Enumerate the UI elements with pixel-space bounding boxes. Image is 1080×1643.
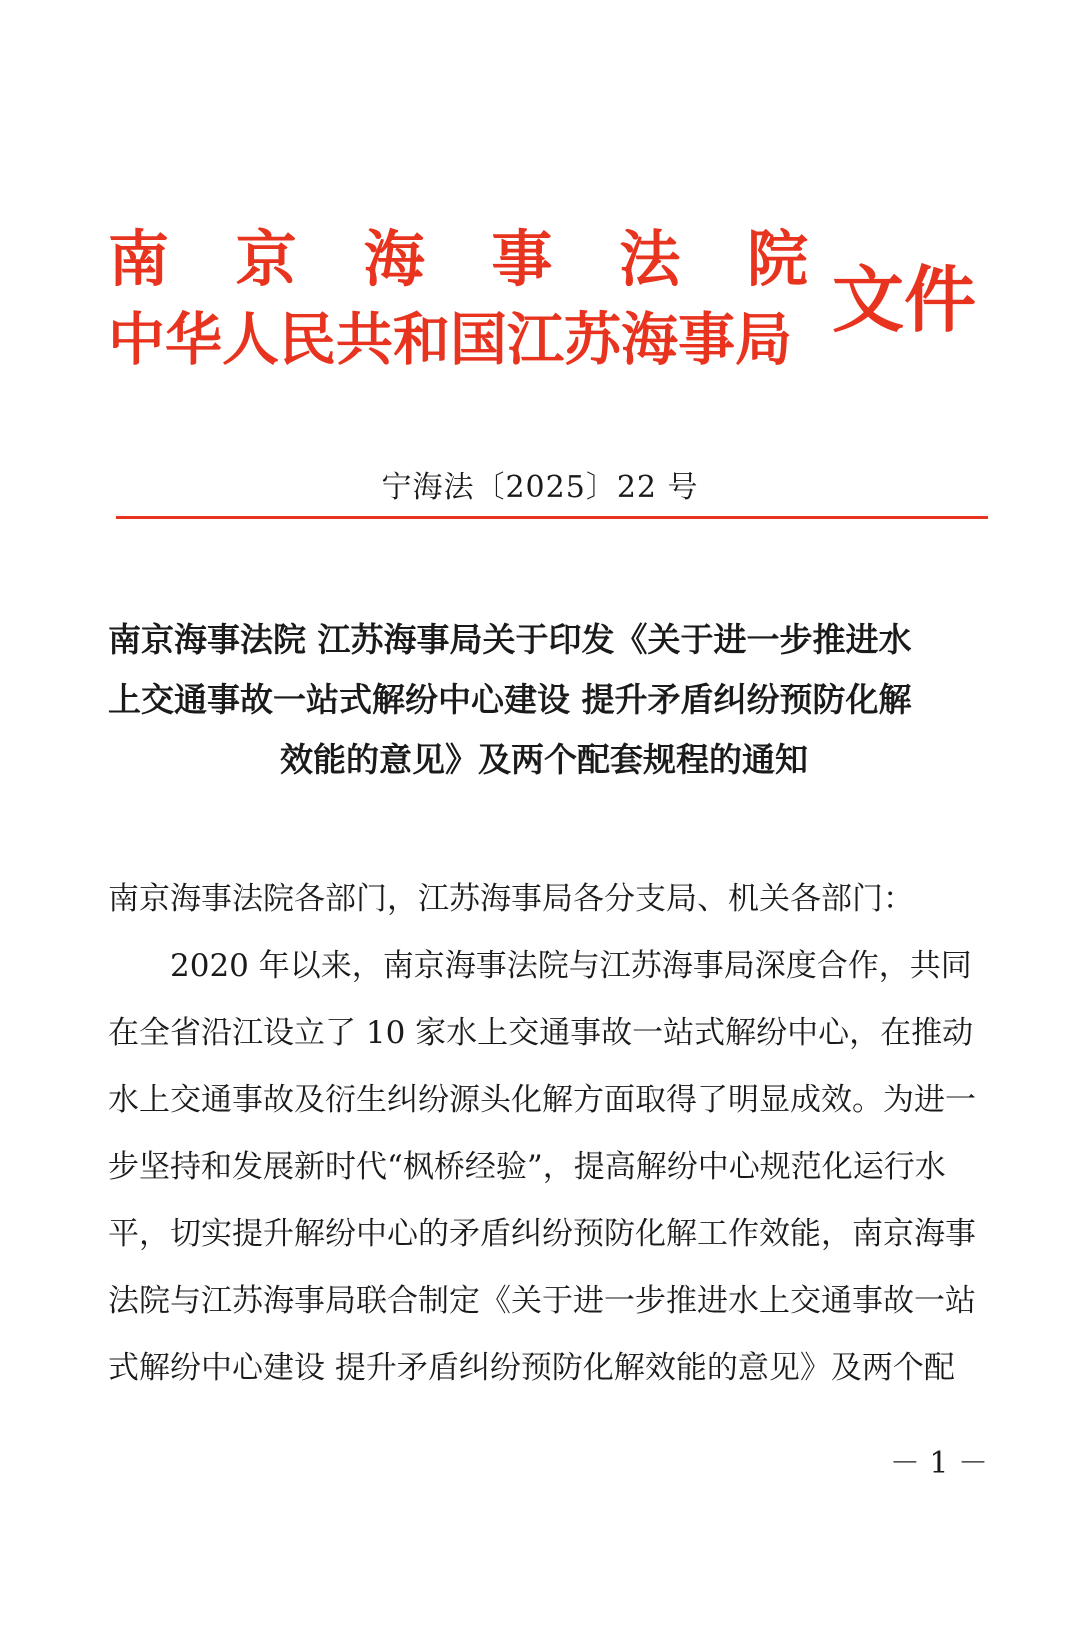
document-number: 宁海法〔2025〕22 号 [381, 470, 699, 505]
issuer-char: 京 [235, 224, 297, 295]
issuer-char: 法 [619, 224, 681, 295]
issuer-line-msa: 中华人民共和国江苏海事局 [108, 307, 792, 373]
body-line: 步坚持和发展新时代“枫桥经验”，提高解纷中心规范化运行水 [108, 1149, 946, 1185]
body-line: 南京海事法院各部门，江苏海事局各分支局、机关各部门： [108, 881, 914, 917]
title-line: 效能的意见》及两个配套规程的通知 [280, 740, 808, 779]
document-body [108, 866, 980, 1402]
body-line: 在全省沿江设立了 10 家水上交通事故一站式解纷中心，在推动 [108, 1015, 974, 1051]
red-divider [116, 516, 988, 519]
document-type-word: 文件 [832, 258, 977, 342]
body-line: 法院与江苏海事局联合制定《关于进一步推进水上交通事故一站 [108, 1283, 976, 1319]
document-header [108, 225, 978, 385]
issuer-line-court [108, 225, 808, 295]
issuer-char: 海 [363, 224, 425, 295]
title-line: 上交通事故一站式解纷中心建设 提升矛盾纠纷预防化解 [108, 680, 912, 719]
issuer-char: 事 [491, 224, 553, 295]
body-line: 2020 年以来，南京海事法院与江苏海事局深度合作，共同 [108, 948, 972, 984]
body-line: 平，切实提升解纷中心的矛盾纠纷预防化解工作效能，南京海事 [108, 1216, 976, 1252]
document-title [108, 610, 980, 790]
issuer-char: 南 [108, 224, 170, 295]
page-number: － 1 － [889, 1446, 988, 1481]
body-line: 式解纷中心建设 提升矛盾纠纷预防化解效能的意见》及两个配 [108, 1350, 955, 1386]
body-line: 水上交通事故及衍生纠纷源头化解方面取得了明显成效。为进一 [108, 1082, 976, 1118]
title-line: 南京海事法院 江苏海事局关于印发《关于进一步推进水 [108, 620, 912, 659]
issuer-char: 院 [746, 224, 808, 295]
